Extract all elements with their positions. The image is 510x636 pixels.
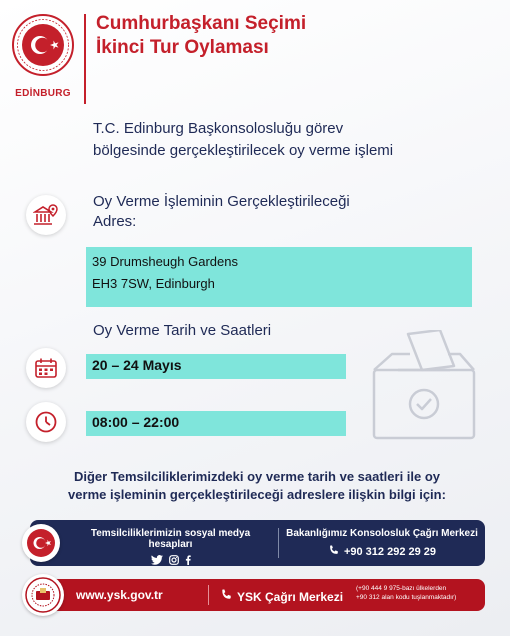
- title-line-1: Cumhurbaşkanı Seçimi: [96, 13, 307, 34]
- social-icons: [68, 555, 273, 568]
- emblem-caption: EDİNBURG: [15, 88, 71, 99]
- title-line-2: İkinci Tur Oylaması: [96, 37, 269, 58]
- instagram-icon[interactable]: [169, 555, 179, 568]
- footer-note-line-1: Diğer Temsilciliklerimizdeki oy verme tarih ve saatleri ile oy: [73, 469, 441, 484]
- page-title: [96, 12, 396, 60]
- intro-text: [93, 118, 493, 162]
- ysk-website-link[interactable]: www.ysk.gov.tr: [76, 588, 163, 602]
- consular-phone-group[interactable]: [282, 543, 482, 561]
- address-label: [93, 192, 453, 232]
- date-value: 20 – 24 Mayıs: [86, 354, 346, 379]
- address-box: [86, 247, 472, 307]
- ysk-phone-note-line-1: (+90 444 9 975-bazı ülkelerden: [356, 585, 447, 592]
- address-line-2: EH3 7SW, Edinburgh: [92, 276, 215, 291]
- footer-note-line-2: verme işleminin gerçekleştirileceği adreslere ilişkin bilgi için:: [68, 487, 446, 502]
- ysk-call-center-label: YSK Çağrı Merkezi: [237, 590, 344, 604]
- ysk-bar: [30, 579, 485, 611]
- address-label-line-1: Oy Verme İşleminin Gerçekleştirileceği: [93, 193, 350, 210]
- clock-icon: [26, 402, 66, 442]
- phone-icon: [220, 588, 232, 606]
- schedule-label: Oy Verme Tarih ve Saatleri: [93, 322, 272, 339]
- intro-line-1: T.C. Edinburg Başkonsolosluğu görev: [93, 120, 344, 137]
- address-line-1: 39 Drumsheugh Gardens: [92, 254, 238, 269]
- ysk-logo: [22, 574, 64, 616]
- ysk-call-center[interactable]: [220, 588, 343, 606]
- intro-line-2: bölgesinde gerçekleştirilecek oy verme işlemi: [93, 142, 394, 159]
- consular-phone-number[interactable]: +90 312 292 29 29: [343, 546, 437, 558]
- contact-bar: [30, 520, 485, 566]
- phone-icon: [328, 543, 339, 561]
- header-divider: [84, 14, 86, 104]
- bar-divider: [278, 528, 279, 558]
- social-media-label: Temsilciliklerimizin sosyal medya hesapları: [90, 528, 251, 550]
- consular-call-center-label: Bakanlığımız Konsolosluk Çağrı Merkezi: [286, 528, 478, 539]
- address-label-line-2: Adres:: [93, 213, 137, 230]
- calendar-icon: [26, 348, 66, 388]
- consulate-emblem: [12, 14, 74, 76]
- ballot-box-icon: [368, 330, 478, 442]
- time-value: 08:00 – 22:00: [86, 411, 346, 436]
- building-location-icon: [26, 195, 66, 235]
- ysk-phone-note: [356, 584, 482, 602]
- red-bar-divider: [208, 585, 209, 605]
- consular-call-center: [282, 528, 482, 561]
- ysk-phone-note-line-2: +90 312 alan kodu tuşlanmaktadır): [356, 594, 457, 601]
- ministry-logo: [22, 524, 60, 562]
- footer-note: [22, 468, 492, 504]
- facebook-icon[interactable]: [185, 555, 191, 568]
- twitter-icon[interactable]: [151, 555, 163, 568]
- social-media-group: [68, 528, 273, 568]
